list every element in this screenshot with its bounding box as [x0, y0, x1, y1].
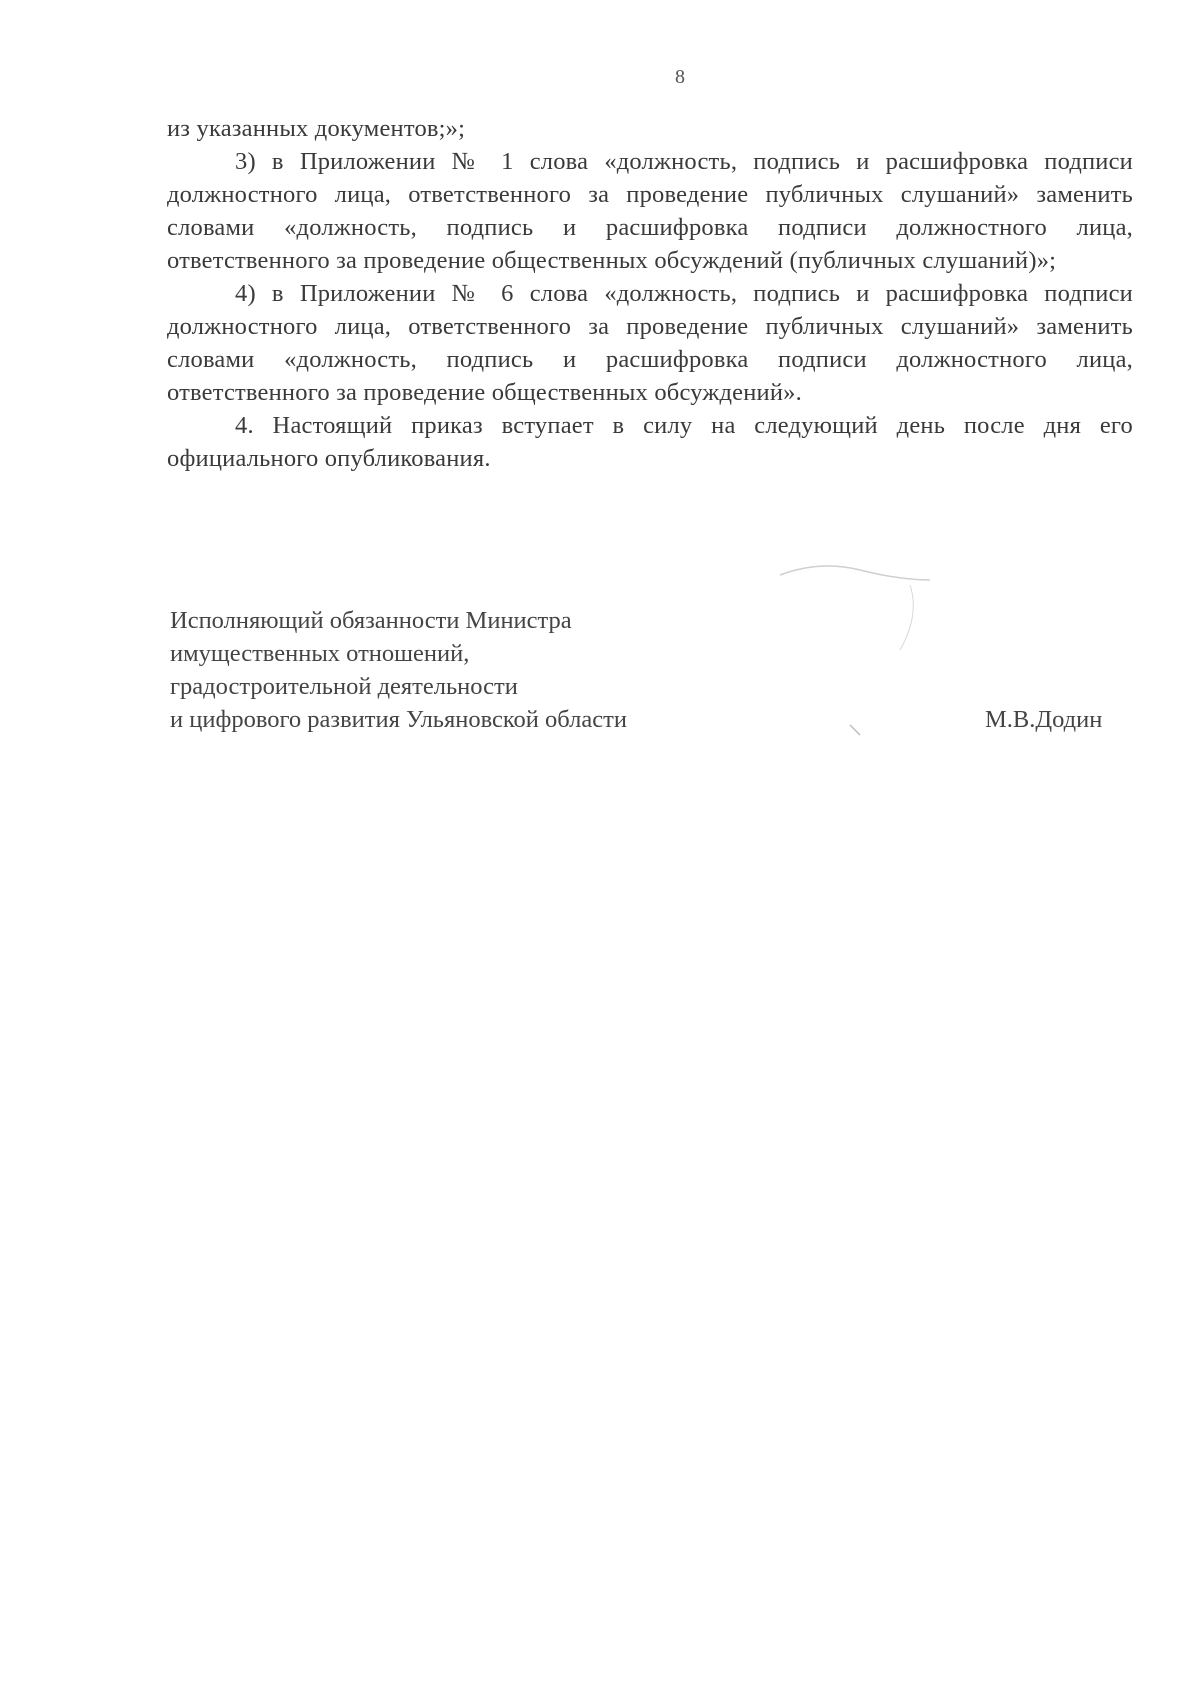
signatory-title-line-1: Исполняющий обязанности Министра [170, 607, 572, 634]
signatory-title-line-4: и цифрового развития Ульяновской области [170, 706, 627, 733]
handwritten-signature [760, 555, 940, 755]
paragraph-item-3: 3) в Приложении № 1 слова «должность, подпись и расшифровка подписи должностного лица, ответственного за проведение публичных слушаний» заменить словами «должность, подпись и расшифровка подписи должностного лица, ответственного за проведение общественных обсуждений (публичных слушаний)»; [167, 148, 1133, 274]
paragraph-continuation: из указанных документов;»; [167, 115, 466, 142]
page-number: 8 [675, 66, 685, 88]
document-body [167, 112, 1133, 475]
signatory-title-line-2: имущественных отношений, [170, 640, 470, 667]
paragraph-item-4: 4) в Приложении № 6 слова «должность, подпись и расшифровка подписи должностного лица, ответственного за проведение публичных слушаний» заменить словами «должность, подпись и расшифровка подписи должностного лица, ответственного за проведение общественных обсуждений». [167, 280, 1133, 406]
signatory-title-line-3: градостроительной деятельности [170, 673, 518, 700]
signatory-name: М.В.Додин [985, 706, 1103, 733]
signatory-title-block [170, 604, 627, 736]
paragraph-effective-date: 4. Настоящий приказ вступает в силу на следующий день после дня его официального опубликования. [167, 412, 1133, 472]
